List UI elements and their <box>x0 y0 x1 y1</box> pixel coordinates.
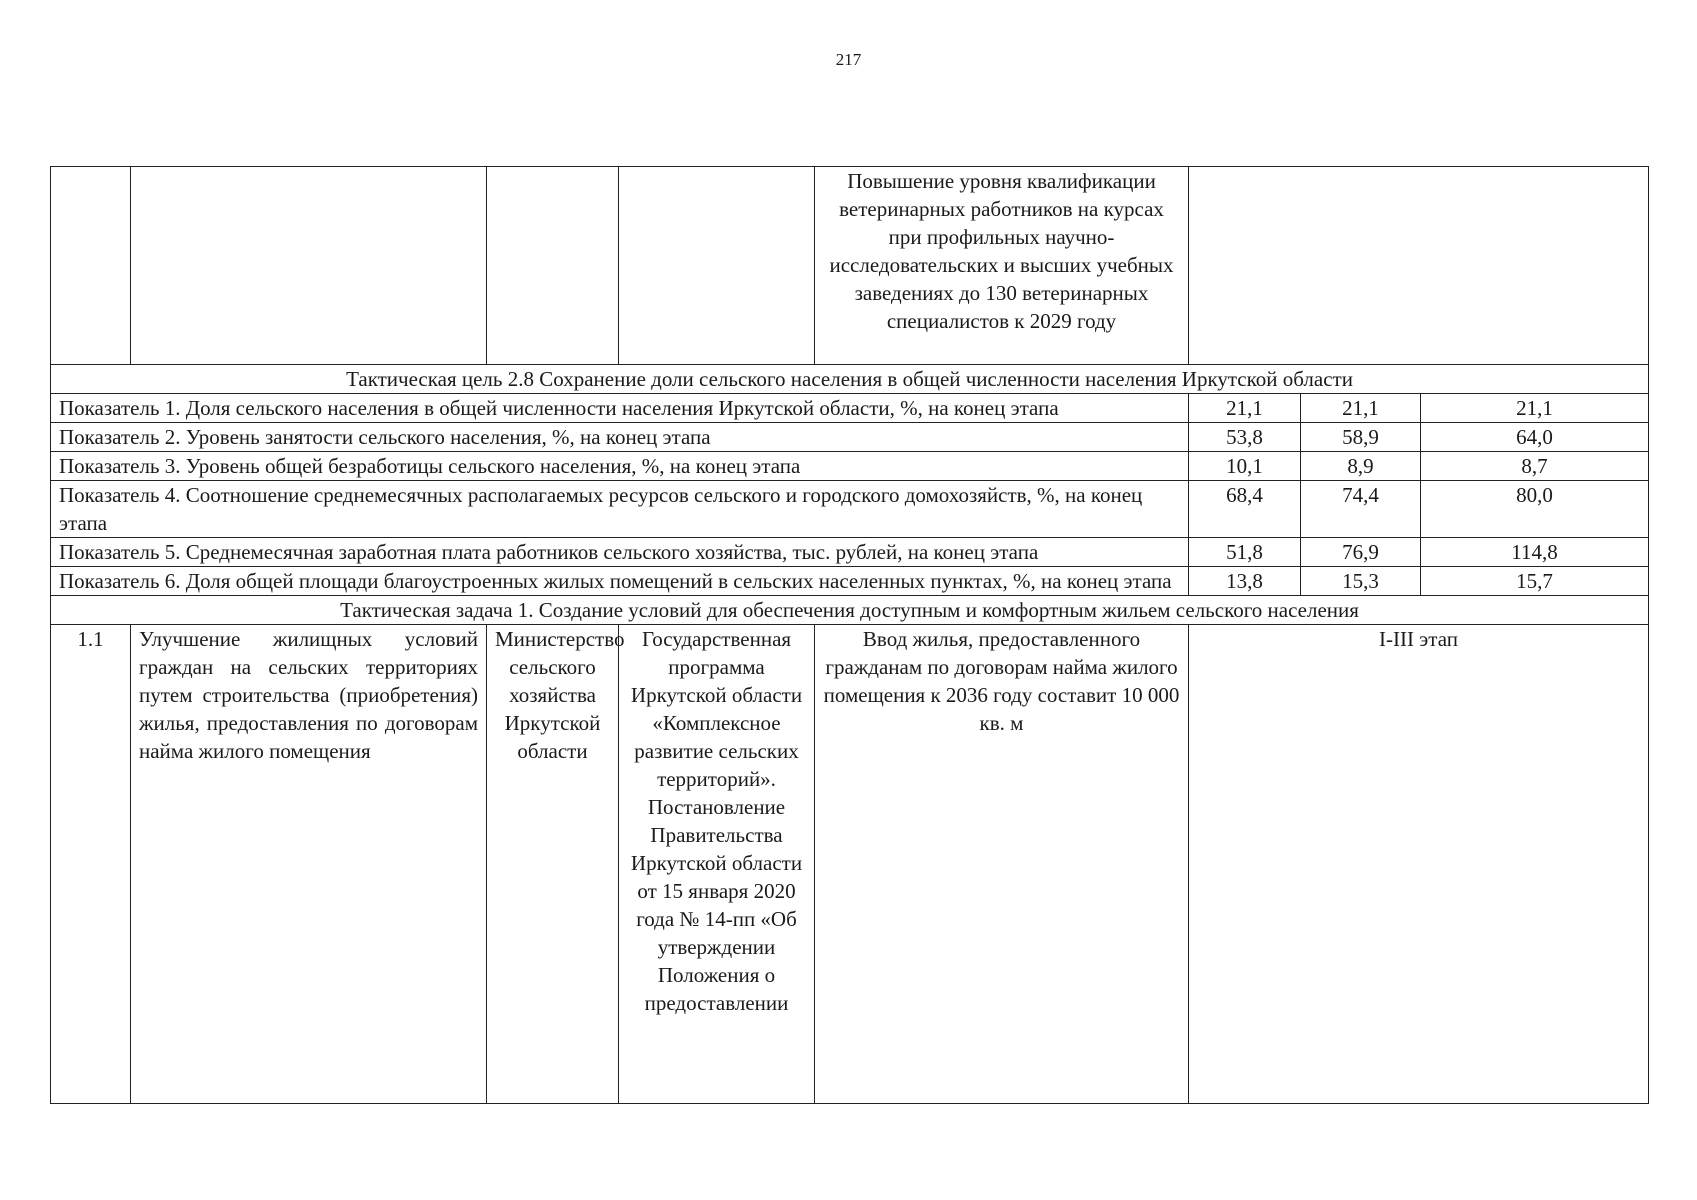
indicator-value-stage-2: 8,9 <box>1301 452 1421 481</box>
measure-executor: Министерство сельского хозяйства Иркутской области <box>487 625 619 1104</box>
tactical-task-title: Тактическая задача 1. Создание условий для обеспечения доступным и комфортным жильем сельского населения <box>51 596 1649 625</box>
measure-stage: I-III этап <box>1189 625 1649 1104</box>
strategy-table <box>50 166 1649 1104</box>
indicator-value-stage-1: 13,8 <box>1189 567 1301 596</box>
tactical-task-row <box>51 596 1649 625</box>
indicator-label: Показатель 4. Соотношение среднемесячных располагаемых ресурсов сельского и городского домохозяйств, %, на конец этапа <box>51 481 1189 538</box>
indicator-value-stage-3: 64,0 <box>1421 423 1649 452</box>
indicator-row <box>51 538 1649 567</box>
indicator-value-stage-2: 21,1 <box>1301 394 1421 423</box>
indicator-label: Показатель 6. Доля общей площади благоустроенных жилых помещений в сельских населенных пунктах, %, на конец этапа <box>51 567 1189 596</box>
empty-cell <box>131 167 487 365</box>
indicator-value-stage-3: 21,1 <box>1421 394 1649 423</box>
measure-document: Государственная программа Иркутской области «Комплексное развитие сельских территорий». Постановление Правительства Иркутской области от 15 января 2020 года № 14-пп «Об утверждении Положения о предоставлении <box>619 625 815 1104</box>
tactical-goal-title: Тактическая цель 2.8 Сохранение доли сельского населения в общей численности населения Иркутской области <box>51 365 1649 394</box>
indicator-value-stage-2: 15,3 <box>1301 567 1421 596</box>
indicator-row <box>51 394 1649 423</box>
indicator-value-stage-1: 68,4 <box>1189 481 1301 538</box>
indicator-value-stage-3: 8,7 <box>1421 452 1649 481</box>
indicator-row <box>51 452 1649 481</box>
indicator-value-stage-1: 51,8 <box>1189 538 1301 567</box>
empty-cell <box>51 167 131 365</box>
indicator-value-stage-1: 10,1 <box>1189 452 1301 481</box>
empty-cell <box>619 167 815 365</box>
indicator-value-stage-3: 15,7 <box>1421 567 1649 596</box>
measure-result: Ввод жилья, предоставленного гражданам по договорам найма жилого помещения к 2036 году составит 10 000 кв. м <box>815 625 1189 1104</box>
tactical-goal-row <box>51 365 1649 394</box>
result-cell: Повышение уровня квалификации ветеринарных работников на курсах при профильных научно-исследовательских и высших учебных заведениях до 130 ветеринарных специалистов к 2029 году <box>815 167 1189 365</box>
indicator-value-stage-3: 80,0 <box>1421 481 1649 538</box>
indicator-label: Показатель 5. Среднемесячная заработная плата работников сельского хозяйства, тыс. рублей, на конец этапа <box>51 538 1189 567</box>
indicator-row <box>51 567 1649 596</box>
indicator-value-stage-1: 53,8 <box>1189 423 1301 452</box>
indicator-label: Показатель 2. Уровень занятости сельского населения, %, на конец этапа <box>51 423 1189 452</box>
empty-cell <box>487 167 619 365</box>
indicator-row <box>51 423 1649 452</box>
indicator-value-stage-2: 58,9 <box>1301 423 1421 452</box>
table-row <box>51 167 1649 365</box>
measure-number: 1.1 <box>51 625 131 1104</box>
indicator-value-stage-2: 76,9 <box>1301 538 1421 567</box>
indicator-row <box>51 481 1649 538</box>
measure-row <box>51 625 1649 1104</box>
indicator-label: Показатель 1. Доля сельского населения в общей численности населения Иркутской области, %, на конец этапа <box>51 394 1189 423</box>
measure-name: Улучшение жилищных условий граждан на сельских территориях путем строительства (приобретения) жилья, предоставления по договорам найма жилого помещения <box>131 625 487 1104</box>
indicator-label: Показатель 3. Уровень общей безработицы сельского населения, %, на конец этапа <box>51 452 1189 481</box>
indicator-value-stage-1: 21,1 <box>1189 394 1301 423</box>
empty-cell <box>1189 167 1649 365</box>
indicator-value-stage-2: 74,4 <box>1301 481 1421 538</box>
indicator-value-stage-3: 114,8 <box>1421 538 1649 567</box>
page-number: 217 <box>835 50 862 69</box>
